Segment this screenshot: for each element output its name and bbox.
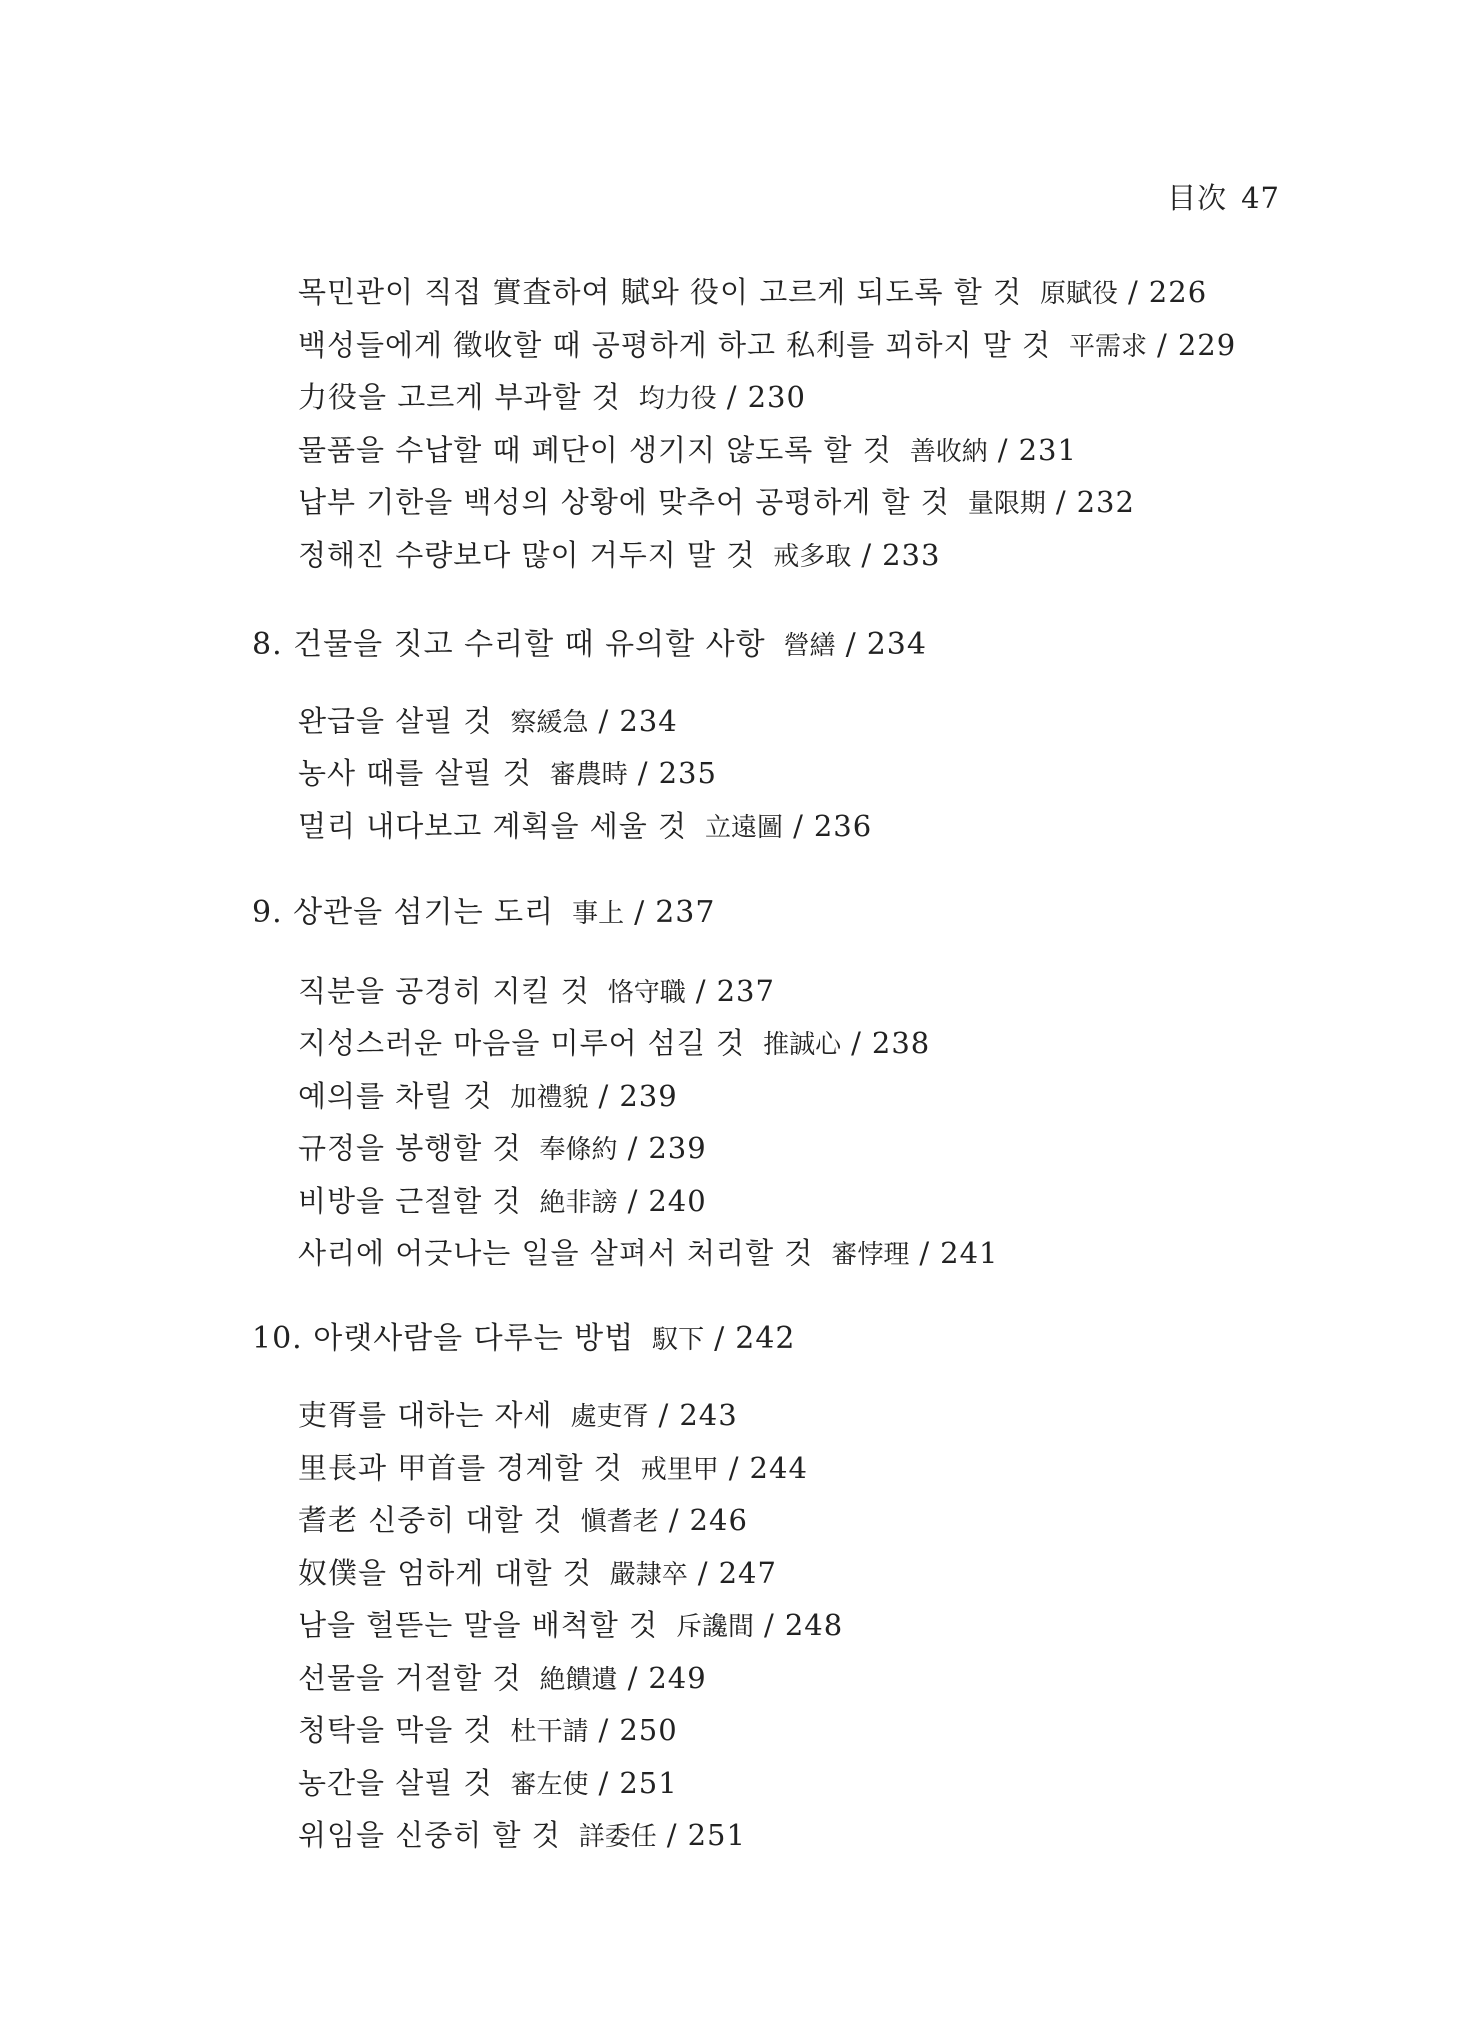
- toc-page: 235: [658, 756, 717, 790]
- toc-entry: [298, 1393, 738, 1434]
- toc-separator: /: [695, 974, 707, 1008]
- toc-separator: /: [598, 1079, 610, 1113]
- toc-hanja: 奉條約: [539, 1135, 618, 1165]
- toc-hanja: 善收納: [909, 437, 988, 467]
- toc-title: 청탁을 막을 것: [298, 1713, 493, 1747]
- toc-hanja: 戒多取: [773, 542, 852, 572]
- toc-entry: [298, 428, 1077, 469]
- toc-separator: /: [634, 895, 646, 930]
- toc-hanja: 審左使: [510, 1770, 589, 1800]
- toc-hanja: 馭下: [652, 1325, 705, 1355]
- toc-separator: /: [997, 433, 1009, 467]
- toc-page: 237: [716, 974, 775, 1008]
- toc-page: 234: [619, 704, 678, 738]
- toc-title: 사리에 어긋나는 일을 살펴서 처리할 것: [298, 1236, 814, 1270]
- toc-page: 239: [648, 1131, 707, 1165]
- toc-entry: [298, 1761, 678, 1802]
- toc-title: 8. 건물을 짓고 수리할 때 유의할 사항: [252, 627, 766, 662]
- toc-hanja: 立遠圖: [705, 813, 784, 843]
- toc-separator: /: [666, 1818, 678, 1852]
- toc-page: 238: [871, 1026, 931, 1060]
- toc-hanja: 平需求: [1069, 332, 1148, 362]
- toc-entry: [298, 1498, 748, 1539]
- toc-page: 230: [747, 380, 806, 414]
- toc-hanja: 審農時: [549, 760, 628, 790]
- toc-title: 10. 아랫사람을 다루는 방법: [252, 1321, 635, 1356]
- toc-title: 吏胥를 대하는 자세: [298, 1398, 553, 1432]
- toc-separator: /: [714, 1321, 726, 1356]
- toc-separator: /: [627, 1184, 639, 1218]
- toc-separator: /: [861, 538, 873, 572]
- toc-entry: [298, 1708, 678, 1749]
- toc-page: 243: [679, 1398, 738, 1432]
- toc-page: 226: [1148, 275, 1208, 309]
- toc-title: 목민관이 직접 實査하여 賦와 役이 고르게 되도록 할 것: [298, 275, 1022, 309]
- toc-page: 231: [1018, 433, 1077, 467]
- toc-hanja: 戒里甲: [640, 1455, 719, 1485]
- toc-page: 248: [784, 1608, 844, 1642]
- toc-page: 251: [687, 1818, 746, 1852]
- toc-title: 백성들에게 徵收할 때 공평하게 하고 私利를 꾀하지 말 것: [298, 328, 1052, 362]
- toc-separator: /: [627, 1661, 639, 1695]
- toc-page: 241: [940, 1236, 999, 1270]
- toc-hanja: 量限期: [967, 489, 1046, 519]
- toc-separator: /: [1157, 328, 1168, 362]
- toc-page: 246: [689, 1503, 748, 1537]
- toc-title: 농간을 살필 것: [298, 1766, 493, 1800]
- toc-page: 229: [1177, 328, 1237, 362]
- toc-entry: [298, 480, 1135, 521]
- toc-hanja: 察緩急: [510, 708, 589, 738]
- toc-title: 力役을 고르게 부과할 것: [298, 380, 621, 414]
- toc-title: 물품을 수납할 때 폐단이 생기지 않도록 할 것: [298, 433, 892, 467]
- toc-hanja: 杜干請: [510, 1717, 589, 1747]
- toc-separator: /: [627, 1131, 639, 1165]
- toc-separator: /: [658, 1398, 670, 1432]
- toc-separator: /: [668, 1503, 680, 1537]
- toc-hanja: 事上: [572, 899, 625, 929]
- toc-separator: /: [598, 1766, 610, 1800]
- toc-entry: [298, 1021, 930, 1062]
- toc-title: 납부 기한을 백성의 상황에 맞추어 공평하게 할 것: [298, 485, 950, 519]
- toc-entry: [298, 1551, 777, 1592]
- toc-title: 규정을 봉행할 것: [298, 1131, 522, 1165]
- toc-separator: /: [851, 1026, 862, 1060]
- toc-title: 奴僕을 엄하게 대할 것: [298, 1556, 592, 1590]
- toc-hanja: 審悖理: [831, 1240, 910, 1270]
- toc-page: 251: [619, 1766, 678, 1800]
- toc-hanja: 斥讒間: [676, 1612, 755, 1642]
- toc-separator: /: [1055, 485, 1067, 519]
- toc-entry: [298, 751, 717, 792]
- toc-title: 남을 헐뜯는 말을 배척할 것: [298, 1608, 659, 1642]
- toc-page: 250: [619, 1713, 678, 1747]
- toc-entry: [298, 270, 1207, 311]
- toc-separator: /: [697, 1556, 709, 1590]
- toc-separator: /: [637, 756, 649, 790]
- toc-page: 242: [735, 1321, 796, 1356]
- toc-entry: [298, 804, 872, 845]
- toc-entry: [298, 1656, 707, 1697]
- toc-page: 237: [655, 895, 716, 930]
- toc-entry: [298, 1126, 707, 1167]
- toc-hanja: 營繕: [783, 631, 836, 661]
- toc-separator: /: [764, 1608, 775, 1642]
- toc-title: 지성스러운 마음을 미루어 섬길 것: [298, 1026, 746, 1060]
- toc-title: 선물을 거절할 것: [298, 1661, 522, 1695]
- toc-entry: [298, 699, 678, 740]
- toc-entry: [298, 1603, 843, 1644]
- toc-title: 정해진 수량보다 많이 거두지 말 것: [298, 538, 756, 572]
- toc-page: 232: [1076, 485, 1135, 519]
- toc-heading: [252, 1313, 796, 1357]
- toc-hanja: 均力役: [638, 384, 717, 414]
- toc-hanja: 愼耆老: [580, 1507, 659, 1537]
- page-number: 47: [1241, 181, 1280, 215]
- toc-page: 233: [882, 538, 941, 572]
- toc-page: 240: [648, 1184, 707, 1218]
- toc-hanja: 原賦役: [1040, 279, 1119, 309]
- toc-page: 249: [648, 1661, 707, 1695]
- toc-title: 里長과 甲首를 경계할 것: [298, 1451, 623, 1485]
- toc-entry: [298, 375, 806, 416]
- toc-hanja: 絶饋遺: [539, 1665, 618, 1695]
- toc-entry: [298, 533, 940, 574]
- toc-entry: [298, 1446, 808, 1487]
- toc-page: 236: [813, 809, 873, 843]
- toc-entry: [298, 969, 775, 1010]
- toc-title: 위임을 신중히 할 것: [298, 1818, 561, 1852]
- toc-separator: /: [1128, 275, 1139, 309]
- toc-hanja: 加禮貌: [510, 1083, 589, 1113]
- toc-separator: /: [728, 1451, 740, 1485]
- toc-hanja: 推誠心: [763, 1030, 842, 1060]
- toc-entry: [298, 1074, 678, 1115]
- toc-page: 234: [866, 627, 927, 662]
- toc-page: 244: [749, 1451, 808, 1485]
- toc-heading: [252, 619, 927, 663]
- toc-hanja: 恪守職: [607, 978, 686, 1008]
- toc-separator: /: [598, 704, 610, 738]
- toc-page: 239: [619, 1079, 678, 1113]
- toc-title: 耆老 신중히 대할 것: [298, 1503, 563, 1537]
- toc-title: 멀리 내다보고 계획을 세울 것: [298, 809, 688, 843]
- toc-separator: /: [726, 380, 738, 414]
- toc-entry: [298, 1813, 746, 1854]
- toc-heading: [252, 887, 715, 931]
- toc-title: 9. 상관을 섬기는 도리: [252, 895, 555, 930]
- toc-hanja: 絶非謗: [539, 1188, 618, 1218]
- toc-separator: /: [793, 809, 804, 843]
- toc-entry: [298, 323, 1236, 364]
- toc-hanja: 詳委任: [578, 1822, 657, 1852]
- toc-page: 247: [718, 1556, 777, 1590]
- toc-entry: [298, 1179, 707, 1220]
- toc-title: 예의를 차릴 것: [298, 1079, 493, 1113]
- toc-title: 완급을 살필 것: [298, 704, 493, 738]
- toc-title: 농사 때를 살필 것: [298, 756, 532, 790]
- toc-entry: [298, 1231, 998, 1272]
- toc-separator: /: [919, 1236, 931, 1270]
- toc-separator: /: [845, 627, 857, 662]
- toc-title: 직분을 공경히 지킬 것: [298, 974, 590, 1008]
- toc-hanja: 嚴隷卒: [609, 1560, 688, 1590]
- section-title: 目次: [1167, 181, 1228, 215]
- toc-separator: /: [598, 1713, 610, 1747]
- toc-title: 비방을 근절할 것: [298, 1184, 522, 1218]
- toc-hanja: 處吏胥: [570, 1402, 649, 1432]
